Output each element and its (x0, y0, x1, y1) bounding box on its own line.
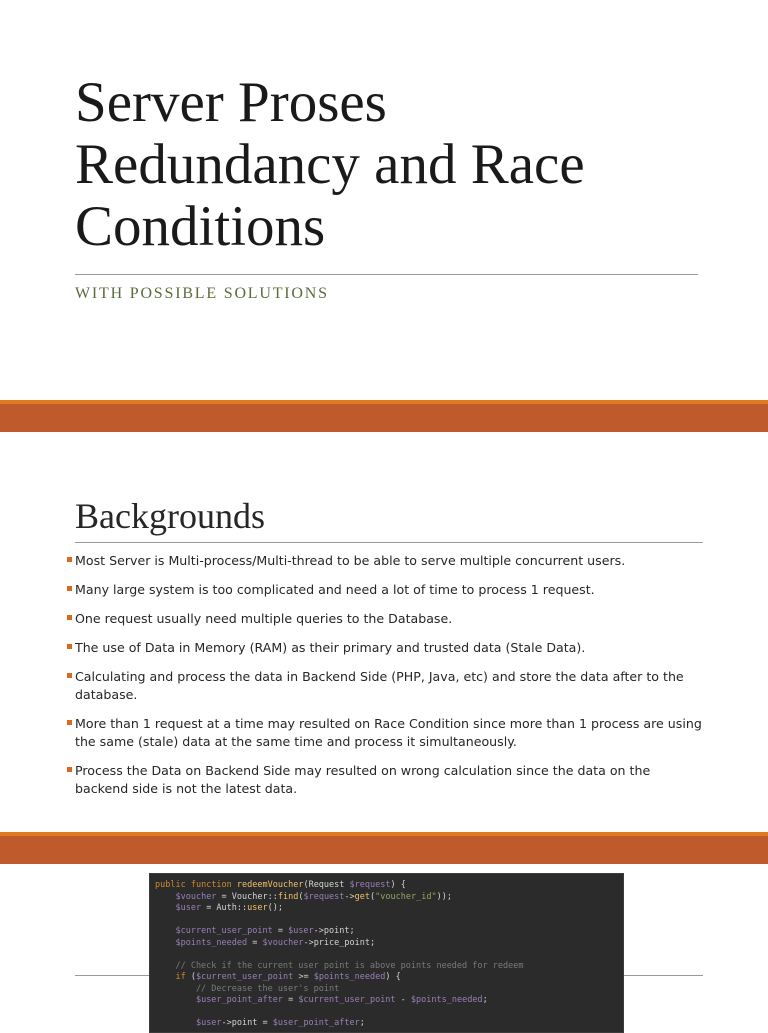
bullet-marker-icon (67, 673, 72, 678)
code-line: // Decrease the user's point (155, 983, 340, 994)
bullet-text: Process the Data on Backend Side may resulted on wrong calculation since the data on the backend side is not the latest data. (75, 763, 651, 796)
bullet-marker-icon (67, 767, 72, 772)
code-line: if ($current_user_point >= $points_needed) { (175, 972, 401, 982)
title-line: Conditions (75, 195, 326, 258)
bullet-item (67, 581, 707, 599)
code-screenshot (149, 873, 624, 1033)
bullet-text: The use of Data in Memory (RAM) as their primary and trusted data (Stale Data). (75, 640, 586, 655)
bullet-item (67, 552, 707, 570)
code-line (155, 949, 623, 961)
bullet-marker-icon (67, 615, 72, 620)
bullet-text: Most Server is Multi-process/Multi-thread to be able to serve multiple concurrent users. (75, 553, 626, 568)
slide-separator-band (0, 832, 768, 864)
code-slide (0, 864, 768, 1028)
bullet-item (67, 610, 707, 628)
code-line: $current_user_point = $user->point; (175, 926, 355, 936)
code-line: $points_needed = $voucher->price_point; (175, 937, 376, 948)
bullet-item (67, 762, 707, 798)
backgrounds-heading: Backgrounds (75, 496, 265, 536)
bullet-text: Many large system is too complicated and need a lot of time to process 1 request. (75, 582, 595, 597)
bullet-marker-icon (67, 557, 72, 562)
bullet-list (67, 552, 707, 809)
code-line: $voucher = Voucher::find($request->get("voucher_id")); (175, 891, 452, 902)
slide-separator-band (0, 400, 768, 432)
bullet-text: One request usually need multiple queries to the Database. (75, 611, 453, 626)
heading-divider (75, 542, 703, 543)
bullet-item (67, 639, 707, 657)
backgrounds-slide (0, 432, 768, 832)
bullet-text: More than 1 request at a time may resulted on Race Condition since more than 1 process are using the same (stale) data at the same time and process it simultaneously. (75, 716, 702, 749)
code-line: $user->point = $user_point_after; (195, 1018, 365, 1028)
code-line: // Check if the current user point is above points needed for redeem (155, 960, 524, 971)
code-line: public function redeemVoucher(Request $request) { (155, 880, 406, 890)
bullet-marker-icon (67, 586, 72, 591)
title-line: Server Proses (75, 71, 387, 134)
bullet-marker-icon (67, 644, 72, 649)
title-line: Redundancy and Race (75, 133, 585, 196)
code-line: $user = Auth::user(); (175, 903, 283, 913)
bullet-item (67, 715, 707, 751)
code-line (155, 1007, 623, 1019)
title-slide (0, 0, 768, 400)
title-divider (75, 274, 698, 275)
slide-title (75, 72, 715, 258)
slide-subtitle: WITH POSSIBLE SOLUTIONS (75, 285, 329, 302)
bullet-item (67, 668, 707, 704)
bullet-text: Calculating and process the data in Backend Side (PHP, Java, etc) and store the data after to the database. (75, 669, 684, 702)
code-line: $user_point_after = $current_user_point - $points_needed; (195, 995, 488, 1005)
bullet-marker-icon (67, 720, 72, 725)
code-line (155, 915, 623, 927)
